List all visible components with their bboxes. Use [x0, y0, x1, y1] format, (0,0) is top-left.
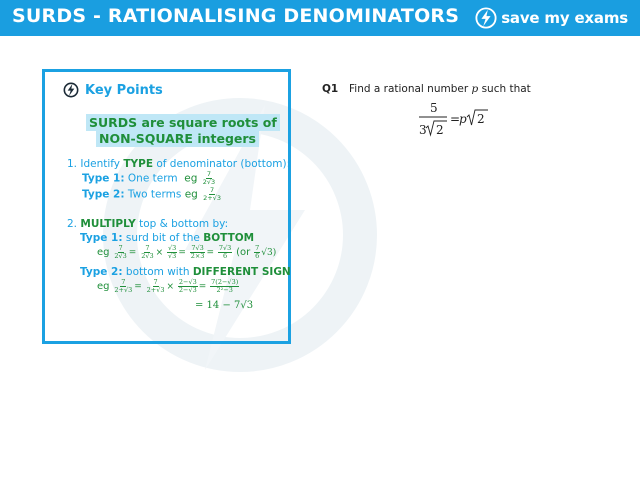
question-text: Find a rational number p such that	[349, 83, 531, 95]
step1-number: 1.	[67, 158, 78, 170]
step2-type1-text: surd bit of the	[125, 232, 200, 244]
lightning-bolt-icon	[475, 7, 497, 29]
step2-type2-keyword: DIFFERENT SIGN	[192, 266, 291, 278]
type1-example-fraction: $\frac{7}{2√3}$	[202, 170, 216, 186]
step2-type1-example: eg $\frac{7}{2√3}$ = $\frac{7}{2√3}$ × $\frac{√3}{√3}$ = $\frac{7√3}{2\times 3}$ = $\frac{7√3}{6}$ (or $\frac{7}{6}$ √3)	[97, 244, 277, 260]
eg-label: eg	[184, 172, 198, 185]
type1-label: Type 1:	[82, 172, 125, 185]
step1-rest: of denominator (bottom):	[156, 158, 291, 170]
key-points-box	[42, 69, 291, 344]
step2-keyword: MULTIPLY	[80, 218, 136, 230]
question-label: Q1	[322, 83, 339, 95]
page-title: SURDS - RATIONALISING DENOMINATORS	[12, 5, 460, 27]
step1-type1	[82, 171, 217, 186]
eq-den-coef: 3	[419, 123, 427, 137]
surds-definition-line1: SURDS are square roots of	[86, 114, 280, 131]
type2-text: Two terms	[127, 188, 182, 201]
eq-den-rad: 2	[436, 123, 444, 137]
lightning-bolt-icon	[63, 82, 79, 98]
eg-label: eg	[97, 281, 110, 292]
type2-example-fraction: $\frac{7}{2+√3}$	[203, 186, 222, 202]
eq-numerator: 5	[430, 101, 438, 115]
step2-number: 2.	[67, 218, 78, 230]
question-equation	[418, 100, 498, 142]
type2-label: Type 2:	[82, 188, 125, 201]
type1-text: One term	[127, 172, 178, 185]
brand-logo	[475, 6, 628, 30]
step2-type2-text: bottom with	[125, 266, 190, 278]
step1-heading	[67, 158, 290, 170]
step2-type2-label: Type 2:	[80, 266, 123, 278]
step1-type2	[82, 187, 223, 202]
key-points-title: Key Points	[85, 82, 163, 98]
key-points-header	[63, 82, 163, 98]
step2-type2	[80, 266, 291, 278]
step1-keyword: TYPE	[123, 158, 153, 170]
step2-type2-example: eg $\frac{7}{2+√3}$ = $\frac{7}{2+√3}$ × $\frac{2-√3}{2-√3}$ = $\frac{7(2-√3)}{\text{2²−3}}$	[97, 278, 239, 294]
step1-intro: Identify	[80, 158, 121, 170]
step2-type1	[80, 232, 254, 244]
step2-type1-label: Type 1:	[80, 232, 123, 244]
eq-variable: p	[459, 112, 467, 126]
step2-type2-result: = 14 − 7√3	[195, 300, 254, 311]
surds-definition-line2: NON-SQUARE integers	[96, 130, 259, 147]
step2-heading	[67, 218, 228, 230]
eq-equals: =	[450, 112, 461, 126]
eq-rhs-rad: 2	[477, 112, 485, 126]
step2-rest: top & bottom by:	[139, 218, 229, 230]
header-bar	[0, 0, 640, 36]
eg-label: eg	[97, 247, 110, 258]
eg-label: eg	[184, 188, 198, 201]
step2-type1-keyword: BOTTOM	[203, 232, 255, 244]
brand-name: save my exams	[501, 9, 628, 27]
